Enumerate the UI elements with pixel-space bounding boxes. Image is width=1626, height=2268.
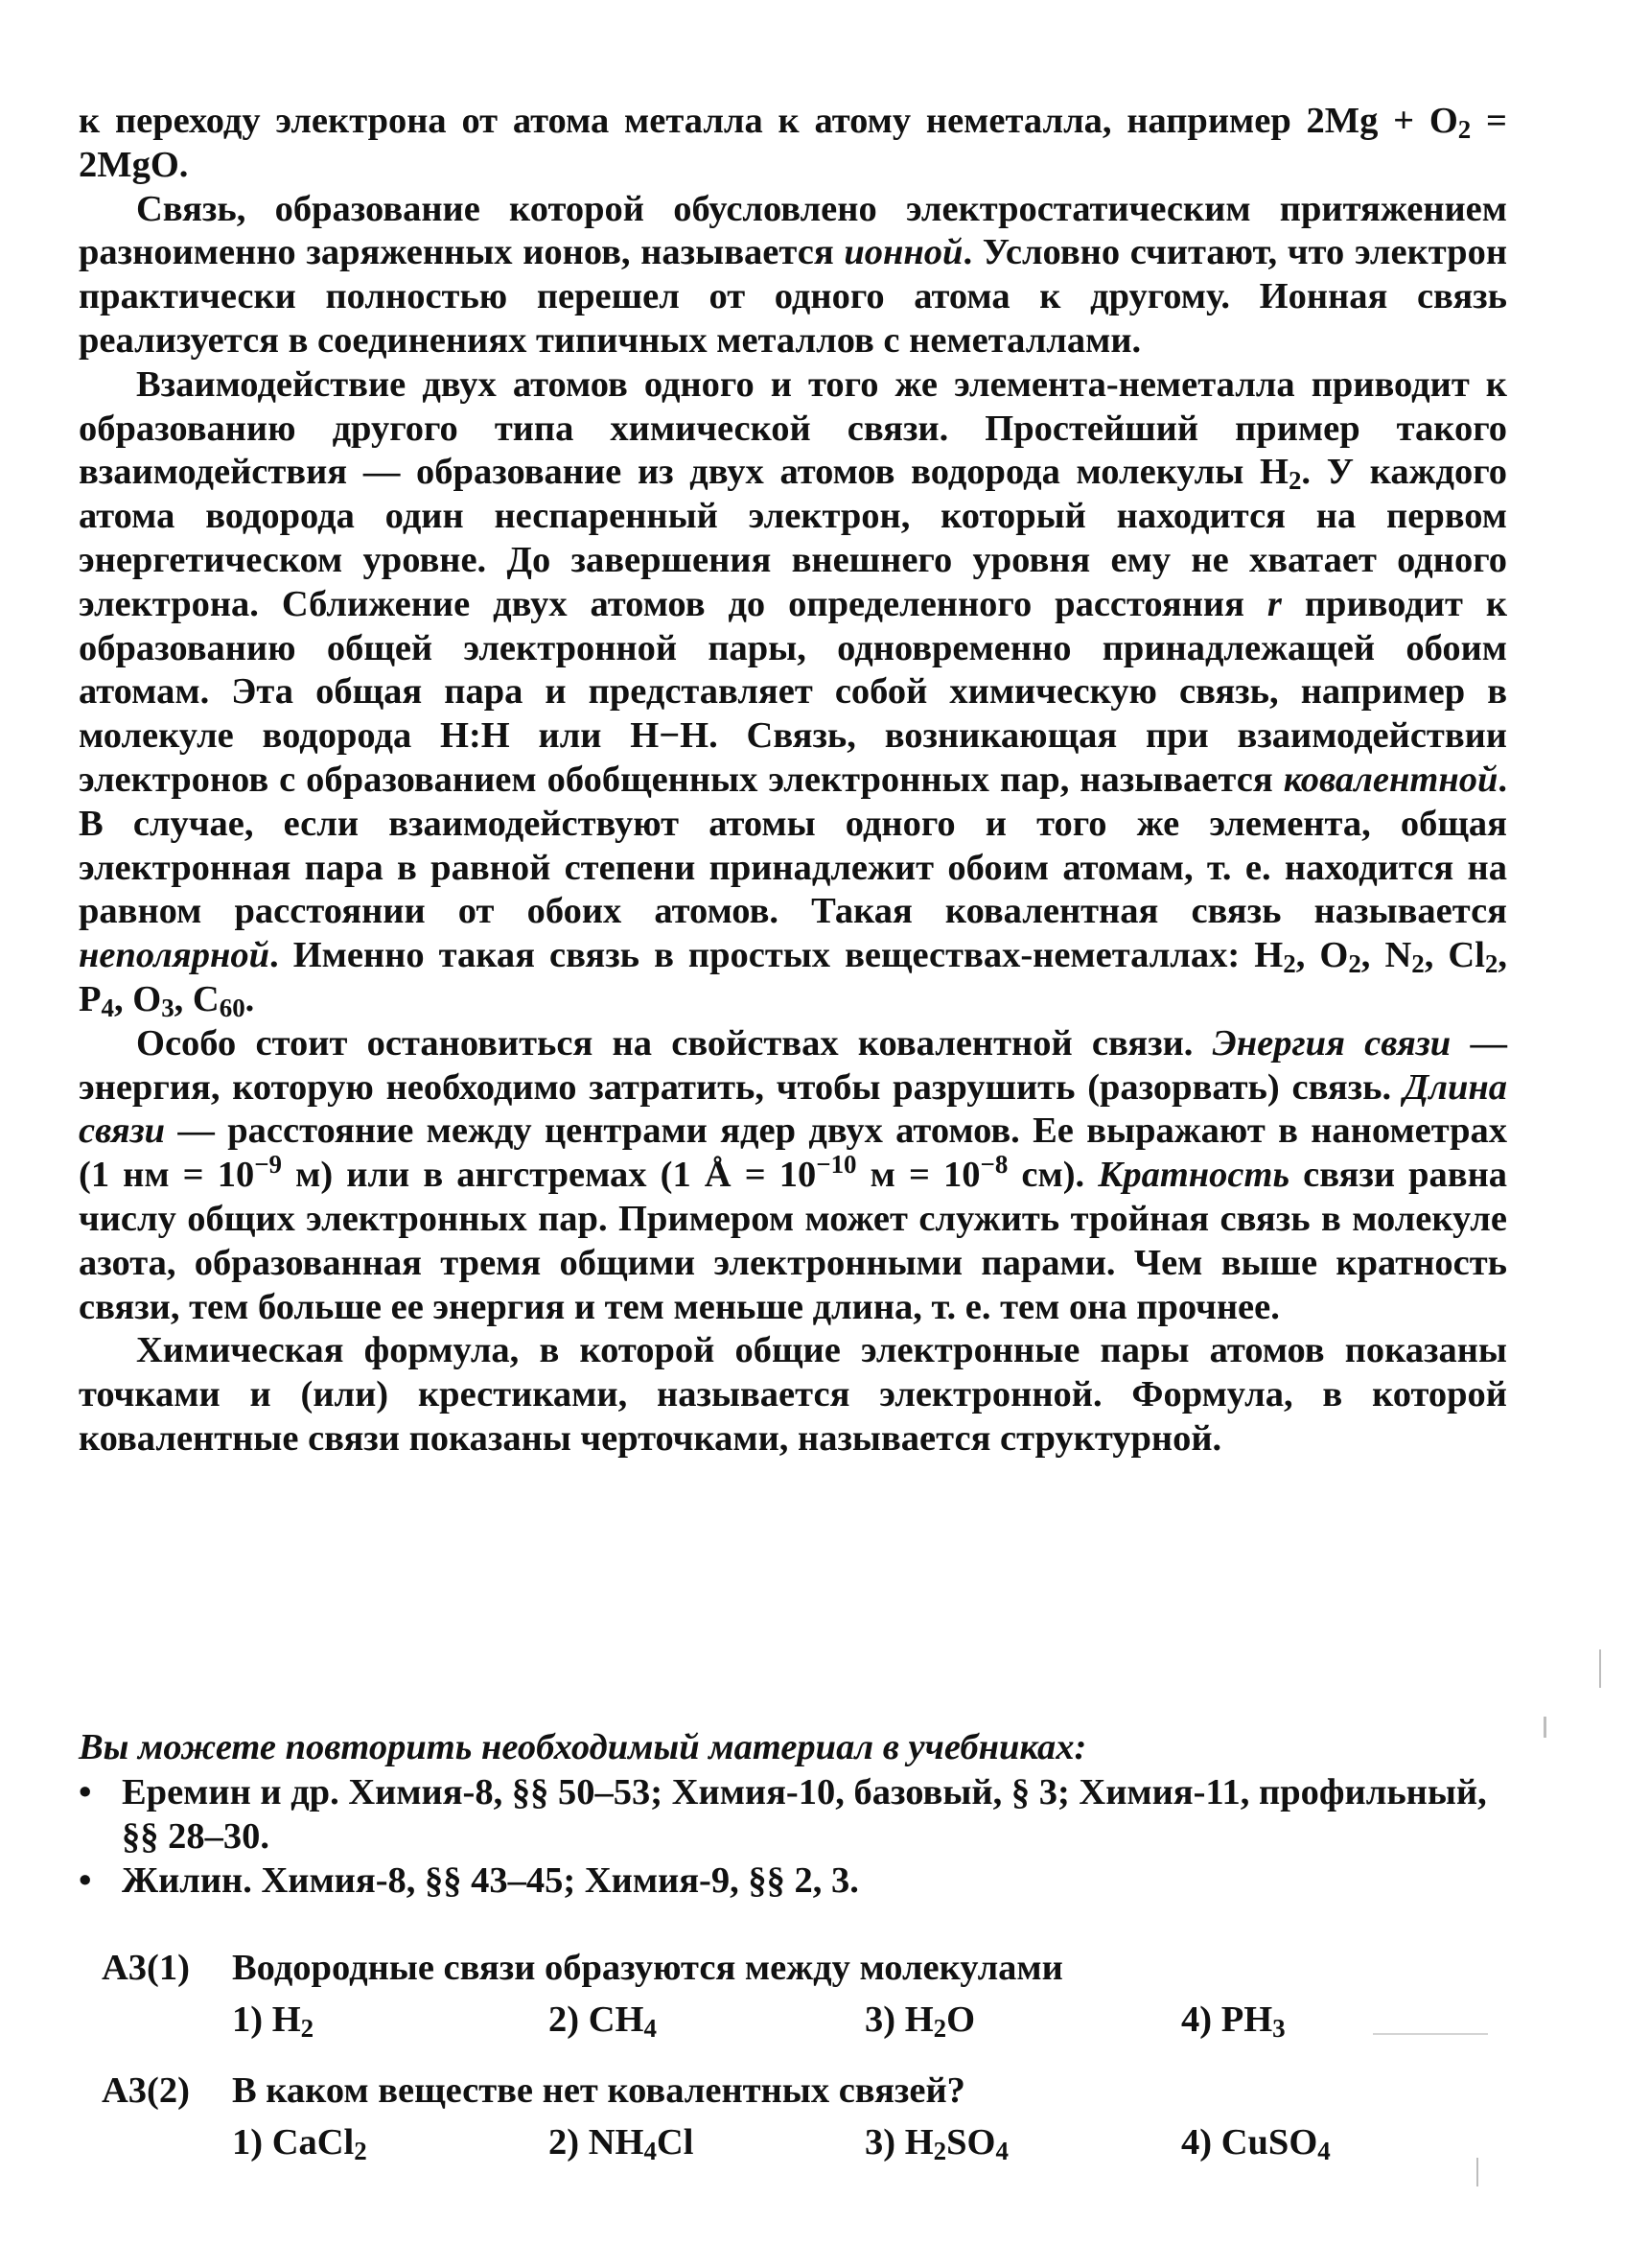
answer-options <box>102 2119 1501 2167</box>
reference-item: • Жилин. Химия-8, §§ 43–45; Химия-9, §§ 2, 3. <box>79 1859 1507 1904</box>
question-number: А3(2) <box>102 2070 190 2111</box>
question-a3-2 <box>102 2068 1501 2167</box>
paragraph-covalent-bond: Взаимодействие двух атомов одного и того же элемента-неметалла приводит к образованию другого типа химической связи. Простейший пример такого взаимодействия — образование из двух атомов водорода молекулы $H_2$. У каждого атома водорода один неспаренный электрон, который находится на первом энергетическом уровне. До завершения внешнего уровня ему не хватает одного электрона. Сближение двух атомов до определенного расстояния r приводит к образованию общей электронной пары, одновременно принадлежащей обоим атомам. Эта общая пара и представляет собой химическую связь, например в молекуле водорода H:H или H−H. Связь, возникающая при взаимодействии электронов с образованием обобщенных электронных пар, называется ковалентной. В случае, если взаимодействуют атомы одного и того же элемента, общая электронная пара в равной степени принадлежит обоим атомам, т. е. находится на равном расстоянии от обоих атомов. Такая ковалентная связь называется неполярной. Именно такая связь в простых веществах-неметаллах: $H_2$, $O_2$, $N_2$, $Cl_2$, $P_4$, $O_3$, $C_{60}$. <box>79 363 1507 1022</box>
answer-option-2[interactable]: 2) $CH_4$ <box>548 1999 657 2043</box>
question-text: В каком веществе нет ковалентных связей? <box>232 2070 965 2111</box>
answer-options <box>102 1997 1501 2045</box>
answer-option-1[interactable]: 1) $H_2$ <box>232 1999 314 2043</box>
answer-option-3[interactable]: 3) $H_2O$ <box>865 1999 976 2043</box>
answer-option-4[interactable]: 4) CuSO$_4$ <box>1181 2122 1331 2165</box>
references-title: Вы можете повторить необходимый материал в учебниках: <box>79 1727 1087 1767</box>
bullet-icon: • <box>79 1772 92 1812</box>
paragraph-formulas: Химическая формула, в которой общие электронные пары атомов показаны точками и (или) крестиками, называется электронной. Формула, в которой ковалентные связи показаны черточками, называется структурной. <box>79 1330 1507 1459</box>
scan-speck <box>1476 2158 1478 2186</box>
main-text <box>79 100 1507 1461</box>
answer-option-3[interactable]: 3) $H_2SO_4$ <box>865 2122 1009 2165</box>
answer-option-2[interactable]: 2) $NH_4Cl$ <box>548 2122 694 2165</box>
question-a3-1 <box>102 1945 1501 2045</box>
paragraph-ionic-intro: к переходу электрона от атома металла к атому неметалла, например $2Mg + O_2 = 2MgO$. <box>79 101 1507 185</box>
bullet-icon: • <box>79 1859 92 1901</box>
scan-speck <box>1599 1649 1601 1688</box>
answer-option-4[interactable]: 4) $PH_3$ <box>1181 1999 1286 2043</box>
question-number: А3(1) <box>102 1948 190 1988</box>
references-list <box>79 1771 1507 1903</box>
scan-speck <box>1373 2033 1488 2035</box>
paragraph-bond-properties: Особо стоит остановиться на свойствах ковалентной связи. Энергия связи — энергия, которую необходимо затратить, чтобы разрушить (разорвать) связь. Длина связи — расстояние между центрами ядер двух атомов. Ее выражают в нанометрах (1 нм = $10^{-9}$ м) или в ангстремах (1 Å = $10^{-10}$ $м = 10^{-8}$ см). Кратность связи равна числу общих электронных пар. Примером может служить тройная связь в молекуле азота, образованная тремя общими электронными парами. Чем выше кратность связи, тем больше ее энергия и тем меньше длина, т. е. тем она прочнее. <box>79 1022 1508 1327</box>
reference-item: • Еремин и др. Химия-8, §§ 50–53; Химия-10, базовый, § 3; Химия-11, профильный, §§ 28–30. <box>79 1772 1487 1857</box>
answer-option-1[interactable]: 1) CaCl$_2$ <box>232 2122 367 2165</box>
scan-speck <box>1544 1717 1546 1738</box>
paragraph-ionic-bond: Связь, образование которой обусловлено электростатическим притяжением разноименно заряженных ионов, называется ионной. Условно считают, что электрон практически полностью перешел от одного атома к другому. Ионная связь реализуется в соединениях типичных металлов с неметаллами. <box>79 188 1507 361</box>
question-text: Водородные связи образуются между молекулами <box>232 1948 1063 1988</box>
